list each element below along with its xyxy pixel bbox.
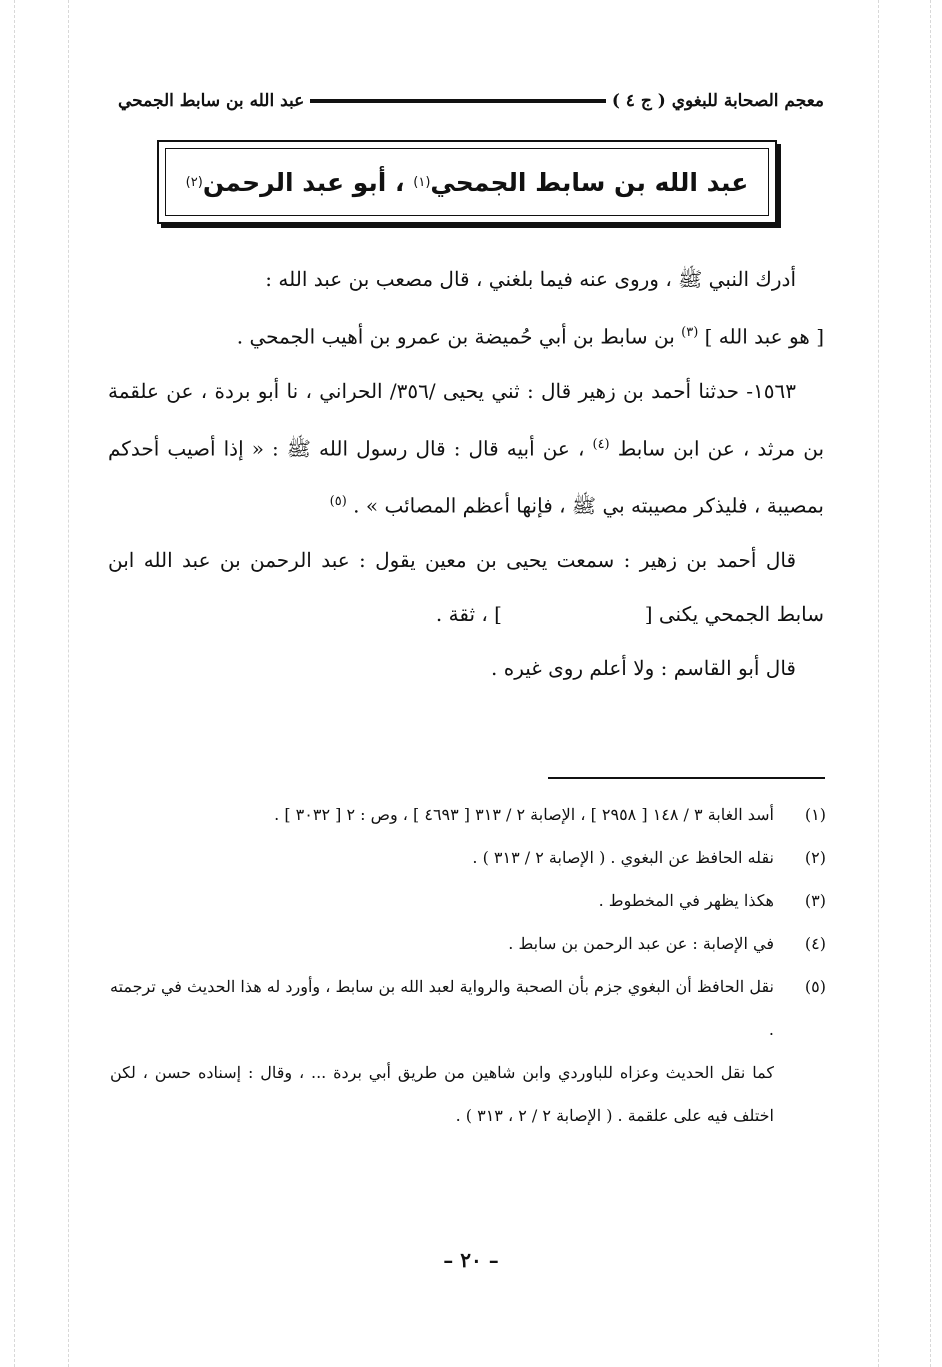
biography-lineage: بن سابط بن أبي حُميضة بن عمرو بن أهيب الجمحي .: [236, 324, 675, 349]
footnote-continuation: كما نقل الحديث وعزاه للباوردي وابن شاهين من طريق أبي بردة ... ، وقال : إسناده حسن ، لكن اختلف فيه على علقمة . ( الإصابة ٢ / ٢ ، ٣١٣ ) .: [110, 1063, 774, 1125]
footnote-item: [110, 922, 826, 965]
footnote-item: [110, 836, 826, 879]
footnote-ref-3: (٣): [681, 325, 699, 340]
footnote-number: (٥): [804, 977, 826, 996]
header-book-title: معجم الصحابة للبغوي ( ج ٤ ): [611, 91, 824, 111]
footnote-separator: [548, 777, 825, 779]
page-number: – ٢٠ –: [443, 1248, 499, 1272]
hadith-text: ، عن أبيه قال : قال رسول الله ﷺ : « إذا أصيب أحدكم بمصيبة ، فليذكر مصيبته بي ﷺ ، فإنها أعظم المصائب » .: [108, 436, 824, 518]
ibn-maeen-verdict: ] ، ثقة .: [435, 601, 502, 626]
entry-body: [108, 252, 824, 695]
footnote-text: أسد الغابة ٣ / ١٤٨ [ ٢٩٥٨ ] ، الإصابة ٢ / ٣١٣ [ ٤٦٩٣ ] ، وص : ٢ [ ٣٠٣٢ ] .: [274, 805, 774, 824]
entry-name: عبد الله بن سابط الجمحي: [430, 167, 749, 197]
header-entry-title: عبد الله بن سابط الجمحي: [118, 91, 305, 111]
footnote-number: (٣): [804, 891, 826, 910]
footnotes: [110, 793, 826, 1137]
hadith-chain: ١٥٦٣- حدثنا أحمد بن زهير قال : ثني يحيى /٣٥٦/ الحراني ، نا أبو بردة ، عن علقمة بن مرثد ، عن ابن سابط: [108, 378, 825, 461]
footnote-ref-1: (١): [413, 174, 431, 190]
biography-line: أدرك النبي ﷺ ، وروى عنه فيما بلغني ، قال مصعب بن عبد الله :: [265, 267, 796, 291]
paragraph-abu-al-qasim: قال أبو القاسم : ولا أعلم روى غيره .: [491, 655, 796, 680]
footnote-text: نقل الحافظ أن البغوي جزم بأن الصحبة والرواية لعبد الله بن سابط ، وأورد له هذا الحديث في ترجمته .: [110, 977, 775, 1039]
footnote-ref-2: (٢): [185, 174, 203, 190]
running-header: [118, 88, 824, 114]
footnote-number: (٢): [804, 848, 826, 867]
footnote-item: [110, 965, 826, 1051]
header-rule: [310, 99, 605, 103]
scan-guide-line: [930, 0, 931, 1367]
ibn-maeen-statement: قال أحمد بن زهير : سمعت يحيى بن معين يقول : عبد الرحمن بن عبد الله ابن سابط الجمحي يكنى [: [108, 547, 824, 626]
paragraph-ibn-maeen: [108, 533, 824, 641]
footnote-text: في الإصابة : عن عبد الرحمن بن سابط .: [508, 934, 774, 953]
footnote-text: نقله الحافظ عن البغوي . ( الإصابة ٢ / ٣١٣ ) .: [472, 848, 774, 867]
footnote-ref-4: (٤): [592, 436, 610, 452]
entry-title-box: [157, 140, 777, 224]
entry-title: [165, 148, 769, 216]
footnote-ref-5: (٥): [329, 494, 347, 510]
footnote-number: (٤): [804, 934, 826, 953]
scan-guide-line: [68, 0, 69, 1367]
entry-kunya: ، أبو عبد الرحمن: [202, 167, 405, 197]
paragraph-hadith: [108, 364, 824, 533]
biography-bracket: [ هو عبد الله ]: [704, 324, 824, 349]
footnote-item: [110, 879, 826, 922]
scan-guide-line: [14, 0, 15, 1367]
scan-guide-line: [878, 0, 879, 1367]
footnote-number: (١): [804, 805, 826, 824]
footnote-item: [110, 793, 826, 836]
footnote-text: هكذا يظهر في المخطوط .: [598, 891, 774, 910]
paragraph-biography: [108, 252, 824, 364]
